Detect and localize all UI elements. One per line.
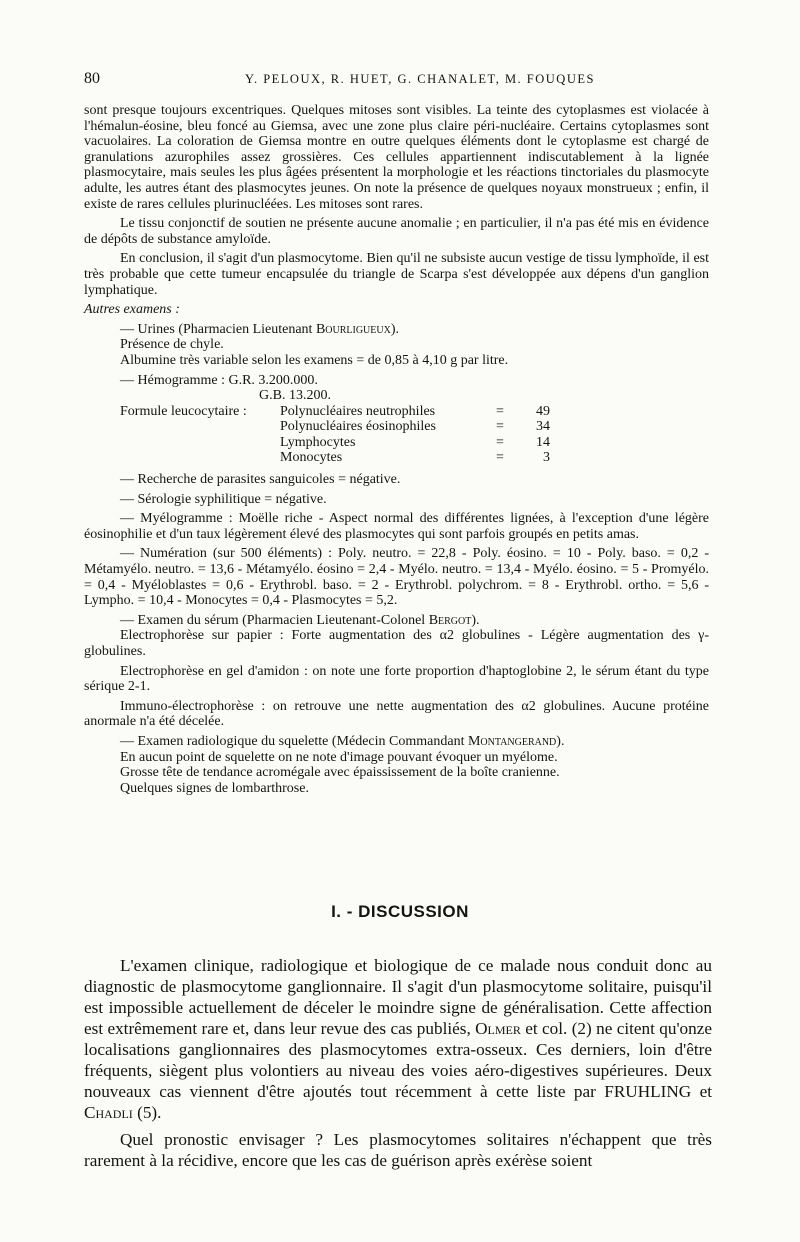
radio-line xyxy=(84,734,709,750)
exams-heading: Autres examens : xyxy=(84,302,180,318)
paragraph-1: sont presque toujours excentriques. Quelques mitoses sont visibles. La teinte des cytoplasmes est violacée à l'hémalun-éosine, bleu foncé au Giemsa, avec une zone plus claire péri-nucléaire. Certains cytoplasmes sont vacuolaires. La coloration de Giemsa montre en outre quelques éléments dont le cytoplasme est chargé de granulations azurophiles assez grossières. Ces cellules appartiennent indiscutablement à la lignée plasmocytaire, mais seules les plus âgées présentent la morphologie et les réactions tinctoriales du plasmocyte adulte, les autres étant des plasmocytes jeunes. On note la présence de quelques noyaux monstrueux ; enfin, il existe de rares cellules plurinucléées. Les mitoses sont rares. xyxy=(84,103,709,212)
formule-value: 34 xyxy=(536,419,550,435)
formule-value: 14 xyxy=(536,434,550,450)
d1-part-c: (5). xyxy=(132,1103,162,1122)
hemogram-gb: G.B. 13.200. xyxy=(259,388,331,404)
discussion-para-1 xyxy=(84,955,712,1123)
running-head: Y. PELOUX, R. HUET, G. CHANALET, M. FOUQUES xyxy=(245,72,595,86)
parasites-line: — Recherche de parasites sanguicoles = négative. xyxy=(120,472,401,488)
formule-eq: = xyxy=(496,403,504,419)
formule-row xyxy=(84,404,709,420)
d1-part-a: L'examen clinique, radiologique et biologique de ce malade nous conduit donc au diagnostic de plasmocytome ganglionnaire. Il s'agit d'un plasmocytome solitaire, puisqu'il est impossible actuellement de déceler le moindre signe de généralisation. Cette affection est extrêmement rare et, dans leur revue des cas publiés, xyxy=(84,956,712,1038)
author-chadli: Chadli xyxy=(84,1103,133,1122)
urines-end: ). xyxy=(390,321,399,337)
formule-name: Monocytes xyxy=(280,450,343,466)
hemogram-gr: — Hémogramme : G.R. 3.200.000. xyxy=(120,372,318,388)
immuno-para: Immuno-électrophorèse : on retrouve une nette augmentation des α2 globulines. Aucune protéine anormale n'a été décelée. xyxy=(84,698,709,730)
formule-name: Lymphocytes xyxy=(280,434,356,450)
urines-line xyxy=(84,322,709,338)
section-heading: I. - DISCUSSION xyxy=(331,902,469,921)
discussion-para-2: Quel pronostic envisager ? Les plasmocytomes solitaires n'échappent que très rarement à la récidive, encore que les cas de guérison après exérèse soient xyxy=(84,1130,712,1170)
formule-name: Polynucléaires neutrophiles xyxy=(280,403,436,419)
radio-line-b: Grosse tête de tendance acromégale avec épaississement de la boîte cranienne. xyxy=(120,765,560,781)
formule-row xyxy=(84,450,709,466)
formule-row xyxy=(84,419,709,435)
formule-eq: = xyxy=(496,419,504,435)
radio-line-c: Quelques signes de lombarthrose. xyxy=(120,780,309,796)
formule-eq: = xyxy=(496,434,504,450)
serum-end: ). xyxy=(471,612,480,628)
radio-name: Montangerand xyxy=(467,733,557,749)
urines-text: — Urines (Pharmacien Lieutenant xyxy=(120,321,316,337)
radio-text: — Examen radiologique du squelette (Médecin Commandant xyxy=(120,733,468,749)
radio-end: ). xyxy=(556,733,565,749)
numeration-para: — Numération (sur 500 éléments) : Poly. neutro. = 22,8 - Poly. éosino. = 10 - Poly. baso. = 0,2 - Métamyélo. neutro. = 13,6 - Métamyélo. éosino = 2,4 - Myélo. neutro. = 13,4 - Myélo. éosino. = 5 - Promyélo. = 0,4 - Myéloblastes = 0,6 - Erythrobl. baso. = 2 - Erythrobl. polychrom. = 8 - Erythrobl. ortho. = 5,6 - Lympho. = 10,4 - Monocytes = 0,4 - Plasmocytes = 5,2. xyxy=(84,546,709,609)
albumine-line: Albumine très variable selon les examens = de 0,85 à 4,10 g par litre. xyxy=(120,352,509,368)
myelogramme-para: — Myélogramme : Moëlle riche - Aspect normal des différentes lignées, à l'exception d'une légère éosinophilie et d'un taux légèrement élevé des plasmocytes qui sont parfois groupés en petits amas. xyxy=(84,511,709,542)
body-large xyxy=(84,955,712,1177)
serum-name: Bergot xyxy=(428,612,472,628)
paragraph-3: En conclusion, il s'agit d'un plasmocytome. Bien qu'il ne subsiste aucun vestige de tissu lymphoïde, il est très probable que cette tumeur encapsulée du triangle de Scarpa s'est développée aux dépens d'un ganglion lymphatique. xyxy=(84,251,709,298)
electro-amidon: Electrophorèse en gel d'amidon : on note une forte proportion d'haptoglobine 2, le sérum étant du type sérique 2-1. xyxy=(84,663,709,695)
electro-papier: Electrophorèse sur papier : Forte augmentation des α2 globulines - Légère augmentation des γ-globulines. xyxy=(84,628,709,659)
radio-line-a: En aucun point de squelette on ne note d'image pouvant évoquer un myélome. xyxy=(120,749,558,765)
formule-eq: = xyxy=(496,450,504,466)
formule-value: 3 xyxy=(543,450,550,466)
serologie-line: — Sérologie syphilitique = négative. xyxy=(120,491,327,507)
formule-table xyxy=(84,404,709,466)
formule-value: 49 xyxy=(536,403,550,419)
formule-label: Formule leucocytaire : xyxy=(120,403,247,419)
d1-part-b: et col. (2) ne citent qu'onze localisations ganglionnaires des plasmocytomes extra-osseux. Ces derniers, loin d'être fréquents, siègent plus volontiers au niveau des voies aéro-digestives supérieures. Deux nouveaux cas viennent d'être ajoutés tout récemment à cette liste par FRUHLING et xyxy=(84,1019,712,1101)
page-number: 80 xyxy=(84,70,100,87)
author-olmer: Olmer xyxy=(475,1019,521,1038)
urines-name: Bourligueux xyxy=(315,321,391,337)
serum-text: — Examen du sérum (Pharmacien Lieutenant-Colonel xyxy=(120,612,429,628)
chyle-line: Présence de chyle. xyxy=(120,337,224,353)
serum-line xyxy=(84,613,709,629)
formule-name: Polynucléaires éosinophiles xyxy=(280,419,436,435)
formule-row xyxy=(84,435,709,451)
paragraph-2: Le tissu conjonctif de soutien ne présente aucune anomalie ; en particulier, il n'a pas été mis en évidence de dépôts de substance amyloïde. xyxy=(84,216,709,247)
body-small xyxy=(84,103,709,796)
